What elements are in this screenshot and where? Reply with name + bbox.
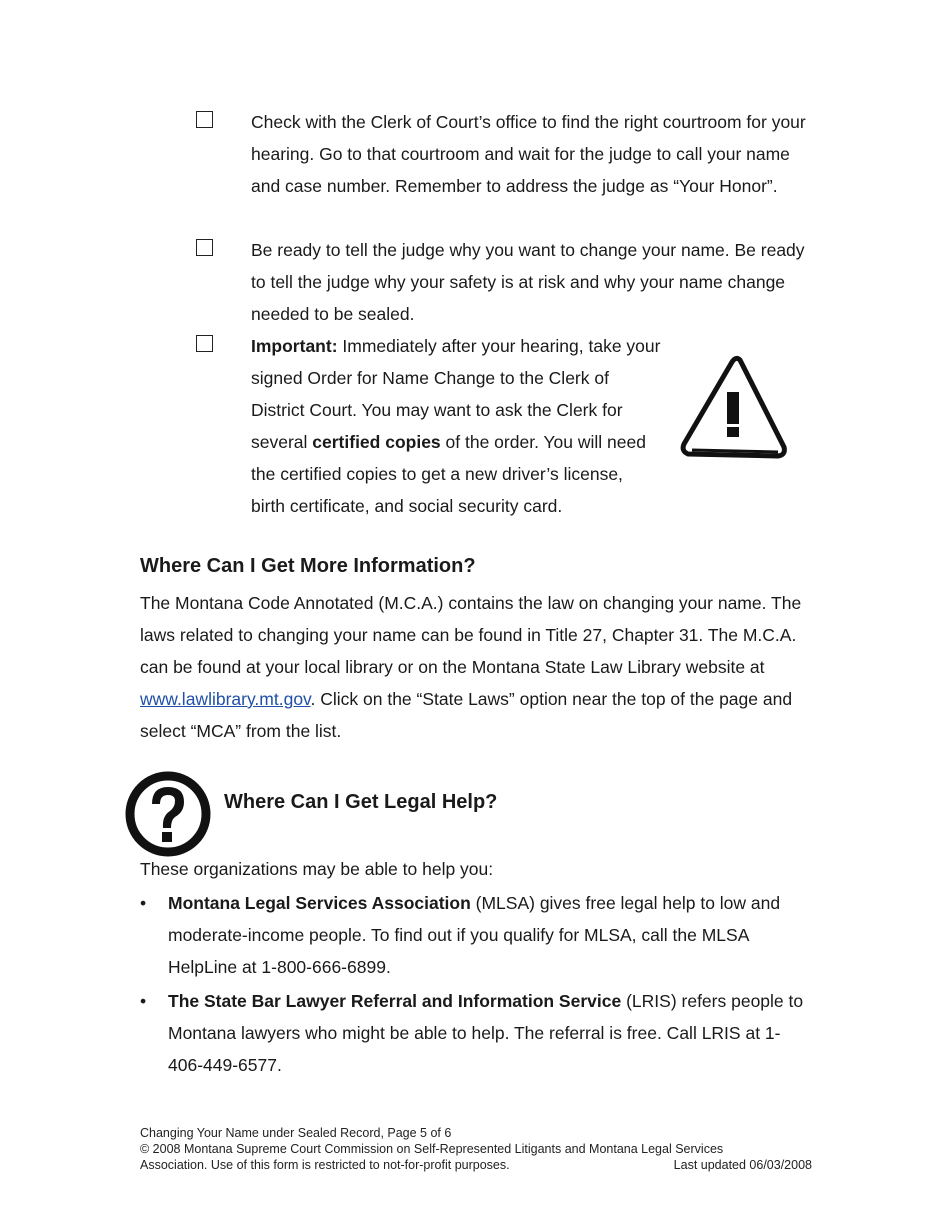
info-paragraph: The Montana Code Annotated (M.C.A.) contains the law on changing your name. The laws related to changing your name can be found in Title 27, Chapter 31. The M.C.A. can be found at your local library or on the Montana State Law Library website at www.lawlibrary.mt.gov. Click on the “State Laws” option near the top of the page and select “MCA” from the list.	[140, 593, 802, 741]
bullet-icon: •	[140, 991, 147, 1011]
footer-last-updated: Last updated 06/03/2008	[673, 1158, 812, 1172]
footer-usage: Association. Use of this form is restricted to not-for-profit purposes.	[140, 1158, 510, 1172]
info-heading: Where Can I Get More Information?	[140, 555, 476, 577]
footer-copyright: © 2008 Montana Supreme Court Commission on Self-Represented Litigants and Montana Legal Services	[140, 1142, 724, 1156]
question-icon	[124, 770, 212, 858]
checkbox[interactable]	[196, 335, 213, 352]
footer-usage-row	[140, 1157, 812, 1173]
law-library-link[interactable]: www.lawlibrary.mt.gov	[140, 689, 311, 709]
checkbox[interactable]	[196, 239, 213, 256]
page-footer	[140, 1125, 812, 1173]
legal-help-heading: Where Can I Get Legal Help?	[224, 791, 498, 813]
certified-copies-label: certified copies	[312, 432, 441, 452]
footer-title: Changing Your Name under Sealed Record, Page 5 of 6	[140, 1126, 452, 1140]
checklist-text: Check with the Clerk of Court’s office to find the right courtroom for your hearing. Go to that courtroom and wait for the judge to call your name and case number. Remember to address the judge as “Your Honor”.	[251, 112, 806, 196]
org-description: Montana Legal Services Association (MLSA) gives free legal help to low and moderate-income people. To find out if you qualify for MLSA, call the MLSA HelpLine at 1-800-666-6899.	[168, 893, 781, 977]
important-label: Important:	[251, 336, 338, 356]
checkbox[interactable]	[196, 111, 213, 128]
checklist-text-important: Important: Immediately after your hearing, take your signed Order for Name Change to the Clerk of District Court. You may want to ask the Clerk for several certified copies of the order. You will need the certified copies to get a new driver’s license, birth certificate, and social security card.	[251, 336, 661, 516]
warning-icon	[678, 354, 790, 460]
org-name: Montana Legal Services Association	[168, 893, 471, 913]
checklist-text: Be ready to tell the judge why you want to change your name. Be ready to tell the judge why your safety is at risk and why your name change needed to be sealed.	[251, 240, 805, 324]
legal-help-intro: These organizations may be able to help you:	[140, 859, 494, 879]
bullet-icon: •	[140, 893, 147, 913]
org-description: The State Bar Lawyer Referral and Information Service (LRIS) refers people to Montana lawyers who might be able to help. The referral is free. Call LRIS at 1-406-449-6577.	[168, 991, 804, 1075]
org-name: The State Bar Lawyer Referral and Information Service	[168, 991, 622, 1011]
